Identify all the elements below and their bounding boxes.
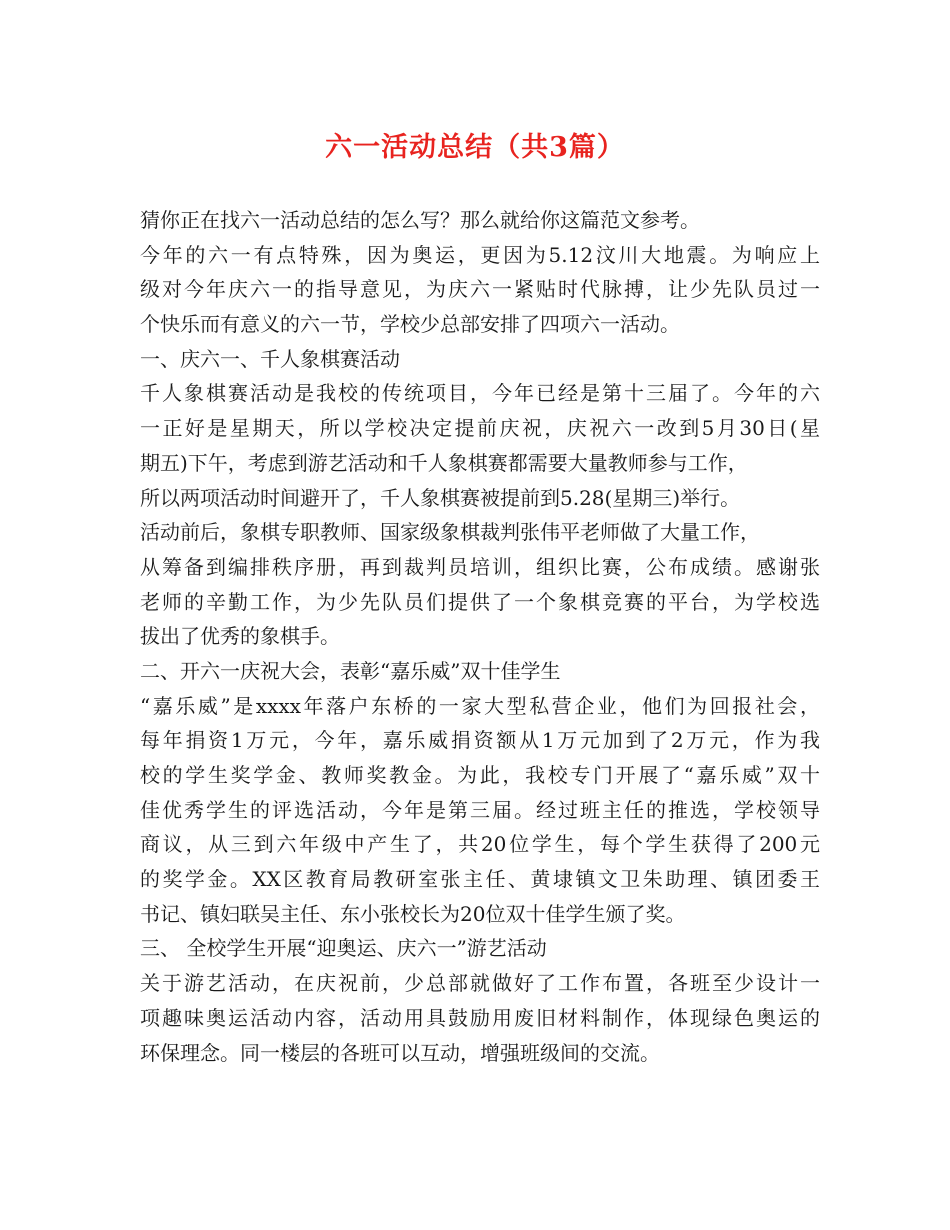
section-heading: 一、庆六一、千人象棋赛活动 bbox=[140, 346, 400, 371]
paragraph-line: 项趣味奥运活动内容，活动用具鼓励用废旧材料制作，体现绿色奥运的 bbox=[140, 1005, 820, 1030]
paragraph-line: 老师的辛勤工作，为少先队员们提供了一个象棋竞赛的平台，为学校选 bbox=[140, 589, 820, 614]
paragraph-line: 校的学生奖学金、教师奖教金。为此，我校专门开展了“嘉乐威”双十 bbox=[140, 763, 820, 787]
paragraph-line: 活动前后，象棋专职教师、国家级象棋裁判张伟平老师做了大量工作， bbox=[140, 520, 760, 545]
paragraph-line: 个快乐而有意义的六一节，学校少总部安排了四项六一活动。 bbox=[140, 312, 680, 337]
document-title: 六一活动总结（共3篇） bbox=[325, 132, 625, 163]
paragraph-line: 佳优秀学生的评选活动，今年是第三届。经过班主任的推选，学校领导 bbox=[140, 797, 820, 822]
section-heading: 二、开六一庆祝大会，表彰“嘉乐威”双十佳学生 bbox=[140, 658, 561, 683]
paragraph-line: “嘉乐威”是xxxx年落户东桥的一家大型私营企业，他们为回报社会， bbox=[140, 693, 820, 718]
paragraph-line: 期五)下午，考虑到游艺活动和千人象棋赛都需要大量教师参与工作， bbox=[140, 450, 748, 475]
section-heading: 三、 全校学生开展“迎奥运、庆六一”游艺活动 bbox=[140, 936, 547, 961]
paragraph-line: 级对今年庆六一的指导意见，为庆六一紧贴时代脉搏，让少先队员过一 bbox=[140, 277, 820, 302]
paragraph-line: 所以两项活动时间避开了，千人象棋赛被提前到5.28(星期三)举行。 bbox=[140, 485, 741, 510]
document-body bbox=[140, 203, 820, 1070]
paragraph-line: 拔出了优秀的象棋手。 bbox=[140, 624, 340, 649]
paragraph-line: 千人象棋赛活动是我校的传统项目，今年已经是第十三届了。今年的六 bbox=[140, 381, 820, 406]
paragraph-line: 环保理念。同一楼层的各班可以互动，增强班级间的交流。 bbox=[140, 1040, 660, 1065]
paragraph-line: 一正好是星期天，所以学校决定提前庆祝，庆祝六一改到5月30日(星 bbox=[140, 416, 820, 441]
paragraph-line: 猜你正在找六一活动总结的怎么写？那么就给你这篇范文参考。 bbox=[140, 208, 700, 232]
paragraph-line: 每年捐资1万元，今年，嘉乐威捐资额从1万元加到了2万元，作为我 bbox=[140, 728, 820, 753]
paragraph-line: 的奖学金。XX区教育局教研室张主任、黄埭镇文卫朱助理、镇团委王 bbox=[140, 867, 820, 892]
paragraph-line: 商议，从三到六年级中产生了，共20位学生，每个学生获得了200元 bbox=[140, 832, 820, 857]
paragraph-line: 关于游艺活动，在庆祝前，少总部就做好了工作布置，各班至少设计一 bbox=[140, 971, 820, 996]
paragraph-line: 今年的六一有点特殊，因为奥运，更因为5.12汶川大地震。为响应上 bbox=[140, 242, 820, 267]
paragraph-line: 从筹备到编排秩序册，再到裁判员培训，组织比赛，公布成绩。感谢张 bbox=[140, 554, 820, 579]
paragraph-line: 书记、镇妇联吴主任、东小张校长为20位双十佳学生颁了奖。 bbox=[140, 901, 686, 926]
